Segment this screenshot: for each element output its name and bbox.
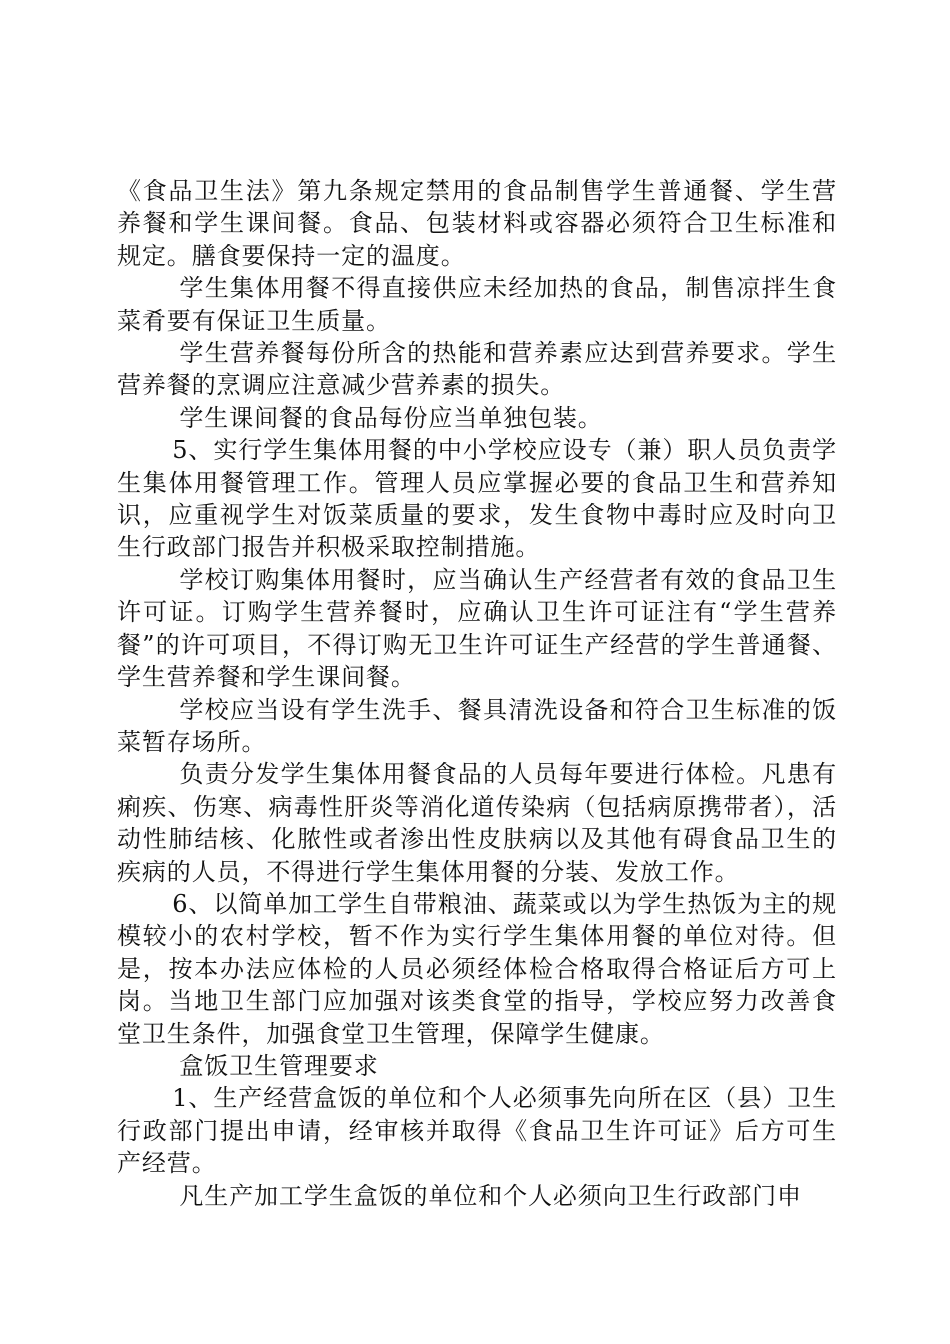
paragraph-student-boxed-meal: 凡生产加工学生盒饭的单位和个人必须向卫生行政部门申	[179, 1181, 802, 1210]
paragraph-health-check: 负责分发学生集体用餐食品的人员每年要进行体检。凡患有痢疾、伤寒、病毒性肝炎等消化道传染病（包括病原携带者），活动性肺结核、化脓性或者渗出性皮肤病以及其他有碍食品卫生的疾病的人员，不得进行学生集体用餐的分装、发放工作。	[117, 760, 837, 886]
paragraph-handwashing-facilities: 学校应当设有学生洗手、餐具清洗设备和符合卫生标准的饭菜暂存场所。	[117, 695, 837, 756]
paragraph-food-hygiene-law: 《食品卫生法》第九条规定禁用的食品制售学生普通餐、学生营养餐和学生课间餐。食品、包装材料或容器必须符合卫生标准和规定。膳食要保持一定的温度。	[117, 177, 837, 270]
section-heading-boxed-meal: 盒饭卫生管理要求	[179, 1051, 379, 1080]
paragraph-purchase-license: 学校订购集体用餐时，应当确认生产经营者有效的食品卫生许可证。订购学生营养餐时，应确认卫生许可证注有“学生营养餐”的许可项目，不得订购无卫生许可证生产经营的学生普通餐、学生营养餐和学生课间餐。	[117, 565, 837, 692]
paragraph-item-1-license-application: 1、生产经营盒饭的单位和个人必须事先向所在区（县）卫生行政部门提出申请，经审核并取得《食品卫生许可证》后方可生产经营。	[117, 1084, 837, 1178]
paragraph-no-unheated-food: 学生集体用餐不得直接供应未经加热的食品，制售凉拌生食菜肴要有保证卫生质量。	[117, 274, 837, 335]
paragraph-nutrition-meal: 学生营养餐每份所含的热能和营养素应达到营养要求。学生营养餐的烹调应注意减少营养素的损失。	[117, 339, 837, 400]
paragraph-item-5-staff: 5、实行学生集体用餐的中小学校应设专（兼）职人员负责学生集体用餐管理工作。管理人员应掌握必要的食品卫生和营养知识，应重视学生对饭菜质量的要求，发生食物中毒时应及时向卫生行政部门报告并积极采取控制措施。	[117, 436, 837, 562]
paragraph-snack-packaging: 学生课间餐的食品每份应当单独包装。	[179, 403, 603, 432]
paragraph-item-6-rural-schools: 6、以简单加工学生自带粮油、蔬菜或以为学生热饭为主的规模较小的农村学校，暂不作为实行学生集体用餐的单位对待。但是，按本办法应体检的人员必须经体检合格取得合格证后方可上岗。当地卫生部门应加强对该类食堂的指导，学校应努力改善食堂卫生条件，加强食堂卫生管理，保障学生健康。	[117, 889, 837, 1048]
document-body	[117, 175, 837, 1212]
